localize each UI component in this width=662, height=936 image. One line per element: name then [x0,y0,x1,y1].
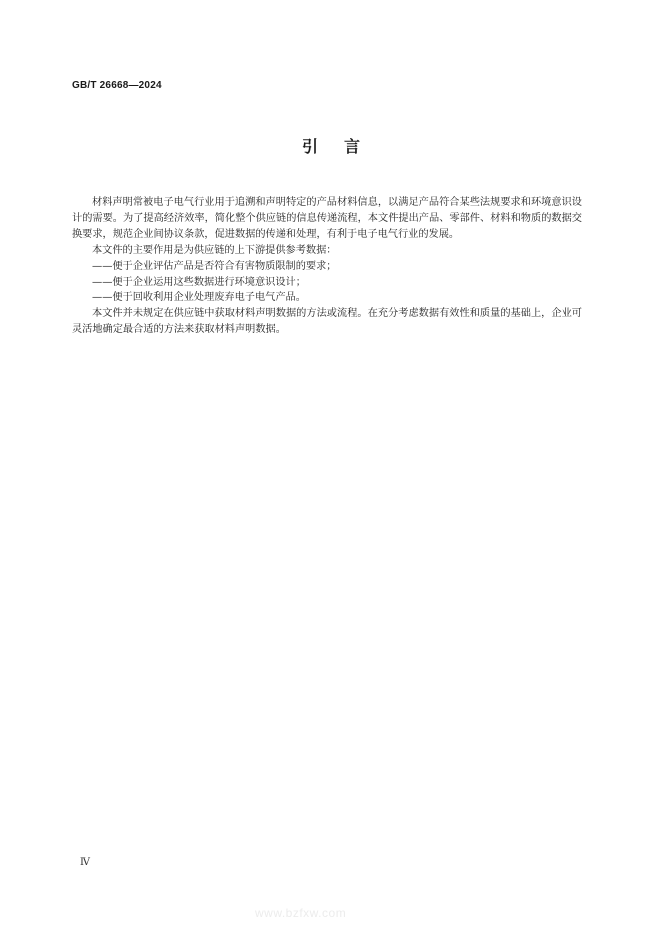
standard-code: GB/T 26668—2024 [72,80,162,91]
paragraph-closing: 本文件并未规定在供应链中获取材料声明数据的方法或流程。在充分考虑数据有效性和质量的基础上，企业可灵活地确定最合适的方法来获取材料声明数据。 [72,308,582,336]
paragraph-purpose: 本文件的主要作用是为供应链的上下游提供参考数据： [92,244,337,256]
watermark: www.bzfxw.com [255,906,347,920]
page-title: 引言 [301,137,386,156]
list-item: ——便于企业运用这些数据进行环境意识设计； [92,276,306,288]
document-body [72,195,582,338]
page-number: Ⅳ [80,857,90,868]
list-item: ——便于回收利用企业处理废弃电子电气产品。 [92,292,306,304]
list-item: ——便于企业评估产品是否符合有害物质限制的要求； [92,260,337,272]
paragraph-intro: 材料声明常被电子电气行业用于追溯和声明特定的产品材料信息，以满足产品符合某些法规要求和环境意识设计的需要。为了提高经济效率，简化整个供应链的信息传递流程，本文件提出产品、零部件、材料和物质的数据交换要求，规范企业间协议条款，促进数据的传递和处理，有利于电子电气行业的发展。 [72,197,582,240]
